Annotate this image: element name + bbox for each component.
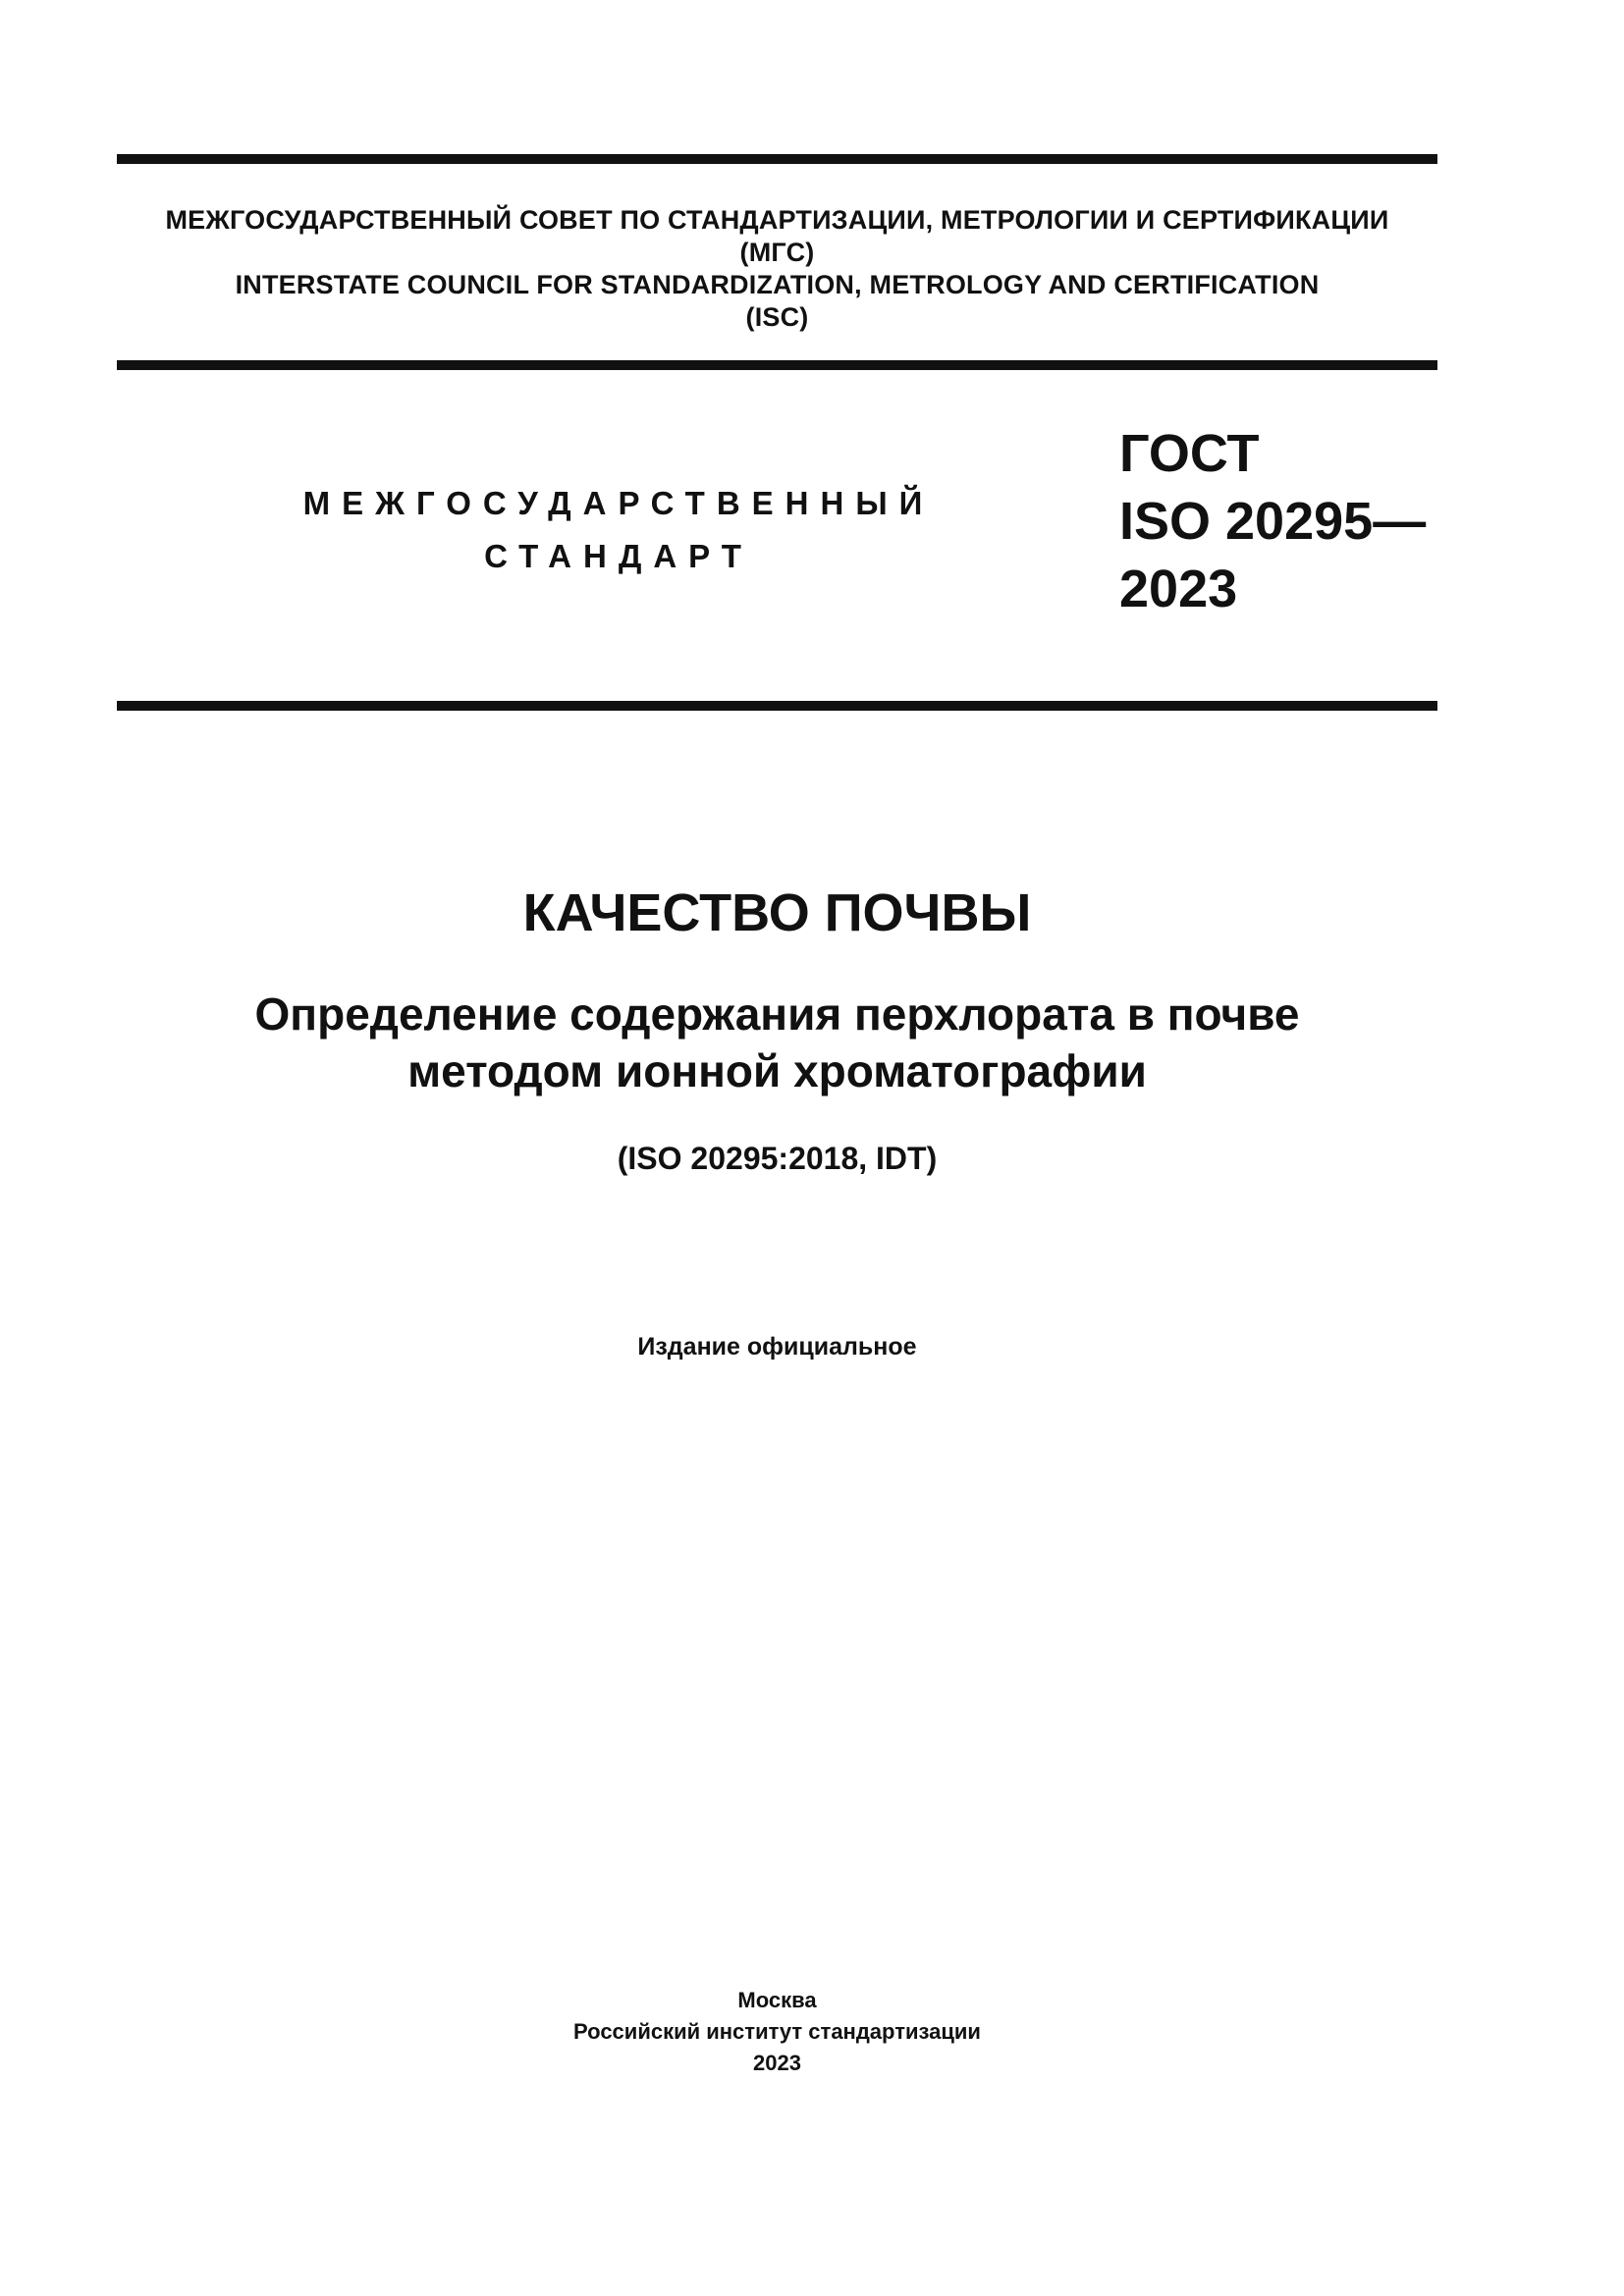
- top-divider: [117, 154, 1437, 164]
- imprint-city: Москва: [737, 1988, 817, 2012]
- standard-kind-line2: СТАНДАРТ: [484, 538, 753, 574]
- imprint-year: 2023: [753, 2051, 801, 2075]
- document-subtitle: [117, 986, 1437, 1099]
- council-name-en: INTERSTATE COUNCIL FOR STANDARDIZATION, METROLOGY AND CERTIFICATION: [235, 270, 1320, 299]
- council-name-ru: МЕЖГОСУДАРСТВЕННЫЙ СОВЕТ ПО СТАНДАРТИЗАЦИИ, МЕТРОЛОГИИ И СЕРТИФИКАЦИИ: [165, 205, 1389, 235]
- standard-kind: [295, 477, 943, 583]
- document-title: КАЧЕСТВО ПОЧВЫ: [522, 883, 1032, 942]
- iso-reference: (ISO 20295:2018, IDT): [617, 1141, 938, 1176]
- council-abbr-en: (ISC): [745, 302, 809, 332]
- standard-kind-line1: МЕЖГОСУДАРСТВЕННЫЙ: [302, 485, 935, 521]
- header-divider: [117, 360, 1437, 370]
- subtitle-line2: методом ионной хроматографии: [407, 1045, 1147, 1096]
- edition-note: Издание официальное: [637, 1333, 917, 1361]
- publisher-imprint: [117, 1985, 1437, 2079]
- designation-divider: [117, 701, 1437, 711]
- council-abbr-ru: (МГС): [739, 238, 815, 267]
- designation-line3: 2023: [1119, 560, 1238, 618]
- designation-line1: ГОСТ: [1119, 424, 1260, 483]
- imprint-publisher: Российский институт стандартизации: [573, 2019, 981, 2044]
- subtitle-line1: Определение содержания перхлората в почве: [254, 988, 1300, 1040]
- designation-line2: ISO 20295—: [1119, 492, 1427, 551]
- standard-designation: [1119, 420, 1426, 623]
- council-header: [117, 204, 1437, 334]
